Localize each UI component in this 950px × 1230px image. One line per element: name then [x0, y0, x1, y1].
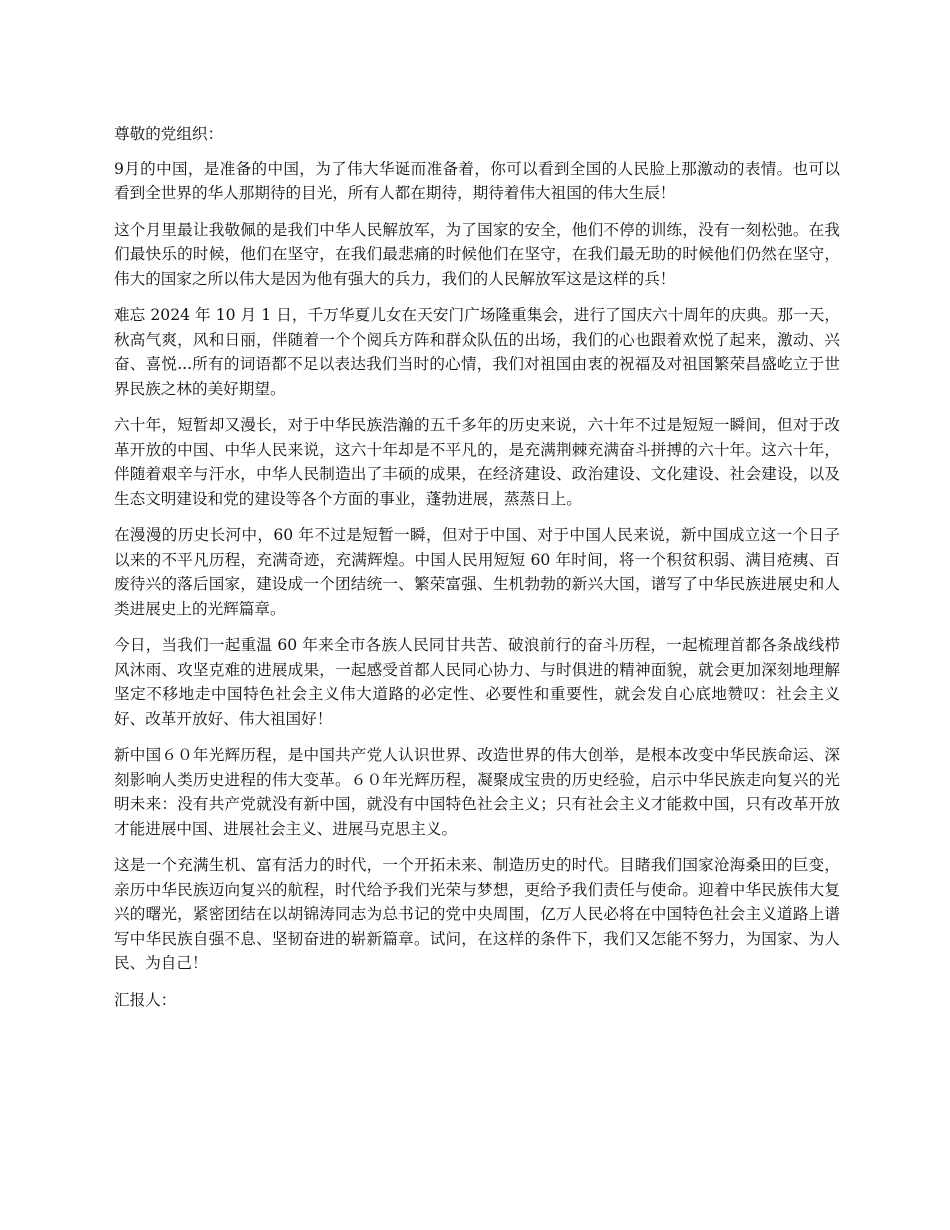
paragraph-8: 这是一个充满生机、富有活力的时代，一个开拓未来、制造历史的时代。目睹我们国家沧海桑田的巨变，亲历中华民族迈向复兴的航程，时代给予我们光荣与梦想，更给予我们责任与使命。迎着中华民族伟大复兴的曙光，紧密团结在以胡锦涛同志为总书记的党中央周围，亿万人民必将在中国特色社会主义道路上谱写中华民族自强不息、坚韧奋进的崭新篇章。试问，在这样的条件下，我们又怎能不努力，为国家、为人民、为自己！ — [114, 856, 840, 972]
paragraph-7: 新中国６０年光辉历程，是中国共产党人认识世界、改造世界的伟大创举，是根本改变中华民族命运、深刻影响人类历史进程的伟大变革。６０年光辉历程，凝聚成宝贵的历史经验，启示中华民族走向复兴的光明未来：没有共产党就没有新中国，就没有中国特色社会主义；只有社会主义才能救中国，只有改革开放才能进展中国、进展社会主义、进展马克思主义。 — [114, 746, 840, 838]
paragraph-2: 这个月里最让我敬佩的是我们中华人民解放军，为了国家的安全，他们不停的训练，没有一刻松弛。在我们最快乐的时候，他们在坚守，在我们最悲痛的时候他们在坚守，在我们最无助的时候他们仍然在坚守，伟大的国家之所以伟大是因为他有强大的兵力，我们的人民解放军这是这样的兵！ — [114, 220, 840, 288]
paragraph-1: 9月的中国，是准备的中国，为了伟大华诞而准备着，你可以看到全国的人民脸上那激动的表情。也可以看到全世界的华人那期待的目光，所有人都在期待，期待着伟大祖国的伟大生辰！ — [114, 159, 840, 202]
paragraph-3: 难忘 2024 年 10 月 1 日，千万华夏儿女在天安门广场隆重集会，进行了国庆六十周年的庆典。那一天，秋高气爽，风和日丽，伴随着一个个阅兵方阵和群众队伍的出场，我们的心也跟着欢悦了起来，激动、兴奋、喜悦...所有的词语都不足以表达我们当时的心情，我们对祖国由衷的祝福及对祖国繁荣昌盛屹立于世界民族之林的美好期望。 — [114, 306, 840, 398]
paragraph-4: 六十年，短暂却又漫长，对于中华民族浩瀚的五千多年的历史来说，六十年不过是短短一瞬间，但对于改革开放的中国、中华人民来说，这六十年却是不平凡的，是充满荆棘充满奋斗拼搏的六十年。这六十年，伴随着艰辛与汗水，中华人民制造出了丰硕的成果，在经济建设、政治建设、文化建设、社会建设，以及生态文明建设和党的建设等各个方面的事业，蓬勃进展，蒸蒸日上。 — [114, 416, 840, 508]
paragraph-5: 在漫漫的历史长河中，60 年不过是短暂一瞬，但对于中国、对于中国人民来说，新中国成立这一个日子以来的不平凡历程，充满奇迹，充满辉煌。中国人民用短短 60 年时间，将一个积贫积弱、满目疮痍、百废待兴的落后国家，建设成一个团结统一、繁荣富强、生机勃勃的新兴大国，谱写了中华民族进展史和人类进展史上的光辉篇章。 — [114, 526, 840, 618]
paragraph-6: 今日，当我们一起重温 60 年来全市各族人民同甘共苦、破浪前行的奋斗历程，一起梳理首都各条战线栉风沐雨、攻坚克难的进展成果，一起感受首都人民同心协力、与时俱进的精神面貌，就会更加深刻地理解坚定不移地走中国特色社会主义伟大道路的必定性、必要性和重要性，就会发自心底地赞叹：社会主义好、改革开放好、伟大祖国好！ — [114, 636, 840, 728]
salutation: 尊敬的党组织： — [114, 125, 224, 143]
signature: 汇报人： — [114, 990, 177, 1009]
